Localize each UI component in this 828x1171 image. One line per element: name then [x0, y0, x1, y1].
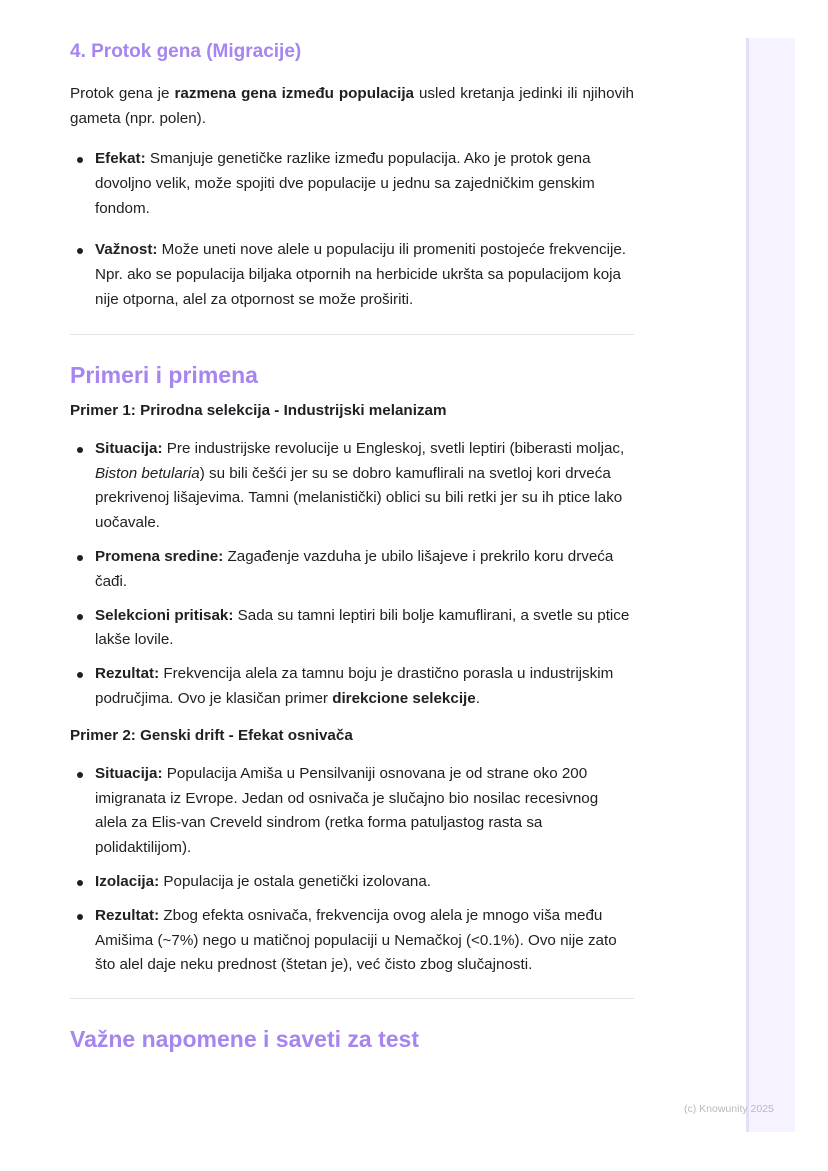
text-run: ) su bili češći jer su se dobro kamuflirali na svetloj kori drveća prekrivenoj lišajevima. Tamni (melanistički) oblici su bili retki jer su ih ptice lako uočavale.	[95, 464, 623, 532]
page-side-margin	[746, 38, 795, 1132]
list-item	[70, 904, 634, 978]
section-divider	[70, 998, 634, 999]
section-divider	[70, 334, 634, 335]
text-run: .	[475, 689, 480, 707]
text-run: Sada su tamni leptiri bili bolje kamuflirani, a svetle su ptice lakše lovile.	[95, 606, 630, 649]
example2-title: Primer 2: Genski drift - Efekat osnivača	[70, 726, 353, 744]
example1-title: Primer 1: Prirodna selekcija - Industrijski melanizam	[70, 401, 447, 419]
bold-text: razmena gena između populacija	[174, 85, 414, 102]
example2-bullets	[70, 762, 634, 978]
bold-text: Izolacija:	[95, 872, 160, 890]
bold-text: Efekat:	[95, 150, 146, 167]
bold-text: Rezultat:	[95, 665, 160, 683]
list-item	[70, 604, 634, 654]
heading-examples: Primeri i primena	[70, 361, 258, 388]
footer-copyright: (c) Knowunity 2025	[684, 1103, 774, 1115]
section-title-gene-flow: 4. Protok gena (Migracije)	[70, 41, 302, 62]
document-content	[70, 38, 634, 1055]
italic-text: Biston betularia	[95, 464, 200, 482]
bold-text: Rezultat:	[95, 906, 160, 924]
gene-flow-bullets	[70, 147, 634, 313]
bold-text: Situacija:	[95, 439, 163, 457]
text-run: Populacija Amiša u Pensilvaniji osnovana je od strane oko 200 imigranata iz Evrope. Jedan od osnivača je slučajno bio nosilac recesivnog alela za Elis-van Creveld sindrom (retka forma patuljastog rasta sa polidaktilijom).	[95, 764, 599, 857]
bold-text: Situacija:	[95, 764, 163, 782]
text-run: Zbog efekta osnivača, frekvencija ovog alela je mnogo viša među Amišima (~7%) nego u matičnoj populaciji u Nemačkoj (<0.1%). Ovo nije zato što alel daje neku prednost (štetan je), već čisto zbog slučajnosti.	[95, 906, 617, 974]
text-run: Frekvencija alela za tamnu boju je drastično porasla u industrijskim područjima. Ovo je klasičan primer	[95, 665, 614, 707]
list-item	[70, 238, 634, 312]
text-run: Protok gena je	[70, 85, 175, 102]
list-item	[70, 147, 634, 221]
list-item	[70, 545, 634, 595]
list-item	[70, 662, 634, 712]
bold-text: Selekcioni pritisak:	[95, 606, 234, 624]
example1-bullets	[70, 437, 634, 712]
text-run: Populacija je ostala genetički izolovana.	[159, 872, 432, 890]
text-run: Pre industrijske revolucije u Engleskoj, svetli leptiri (biberasti moljac,	[162, 439, 625, 457]
list-item	[70, 437, 634, 536]
list-item	[70, 762, 634, 861]
text-run: Zagađenje vazduha je ubilo lišajeve i prekrilo koru drveća čađi.	[95, 547, 614, 590]
bold-text: Promena sredine:	[95, 547, 224, 565]
gene-flow-intro	[70, 81, 634, 131]
bold-text: direkcione selekcije	[332, 689, 476, 707]
heading-important-notes: Važne napomene i saveti za test	[70, 1026, 419, 1053]
list-item	[70, 870, 634, 895]
text-run: Može uneti nove alele u populaciju ili promeniti postojeće frekvencije. Npr. ako se populacija biljaka otpornih na herbicide ukršta sa populacijom koja nije otporna, alel za otpornost se može proširiti.	[95, 241, 626, 308]
text-run: usled kretanja jedinki ili njihovih gameta (npr. polen).	[70, 85, 634, 127]
text-run: Smanjuje genetičke razlike između populacija. Ako je protok gena dovoljno velik, može spojiti dve populacije u jednu sa zajedničkim genskim fondom.	[95, 150, 595, 217]
bold-text: Važnost:	[95, 241, 158, 259]
